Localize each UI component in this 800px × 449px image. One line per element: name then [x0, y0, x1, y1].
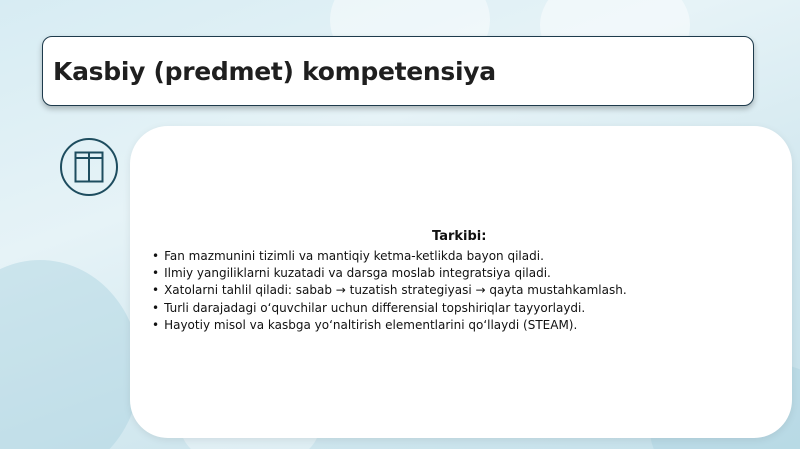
background-shape — [0, 260, 140, 449]
book-icon — [60, 138, 118, 196]
list-item: • Ilmiy yangiliklarni kuzatadi va darsga moslab integratsiya qiladi. — [152, 265, 627, 282]
list-item: • Xatolarni tahlil qiladi: sabab → tuzatish strategiyasi → qayta mustahkamlash. — [152, 282, 627, 299]
list-item: • Fan mazmunini tizimli va mantiqiy ketma-ketlikda bayon qiladi. — [152, 248, 627, 265]
book-icon-glyph — [74, 151, 104, 183]
bullet-list — [152, 248, 627, 334]
list-item: • Turli darajadagi o‘quvchilar uchun differensial topshiriqlar tayyorlaydi. — [152, 300, 627, 317]
list-item: • Hayotiy misol va kasbga yo‘naltirish elementlarini qo‘llaydi (STEAM). — [152, 317, 627, 334]
content-heading: Tarkibi: — [432, 229, 487, 244]
slide-title: Kasbiy (predmet) kompetensiya — [53, 56, 496, 86]
slide-title-box — [42, 36, 754, 106]
